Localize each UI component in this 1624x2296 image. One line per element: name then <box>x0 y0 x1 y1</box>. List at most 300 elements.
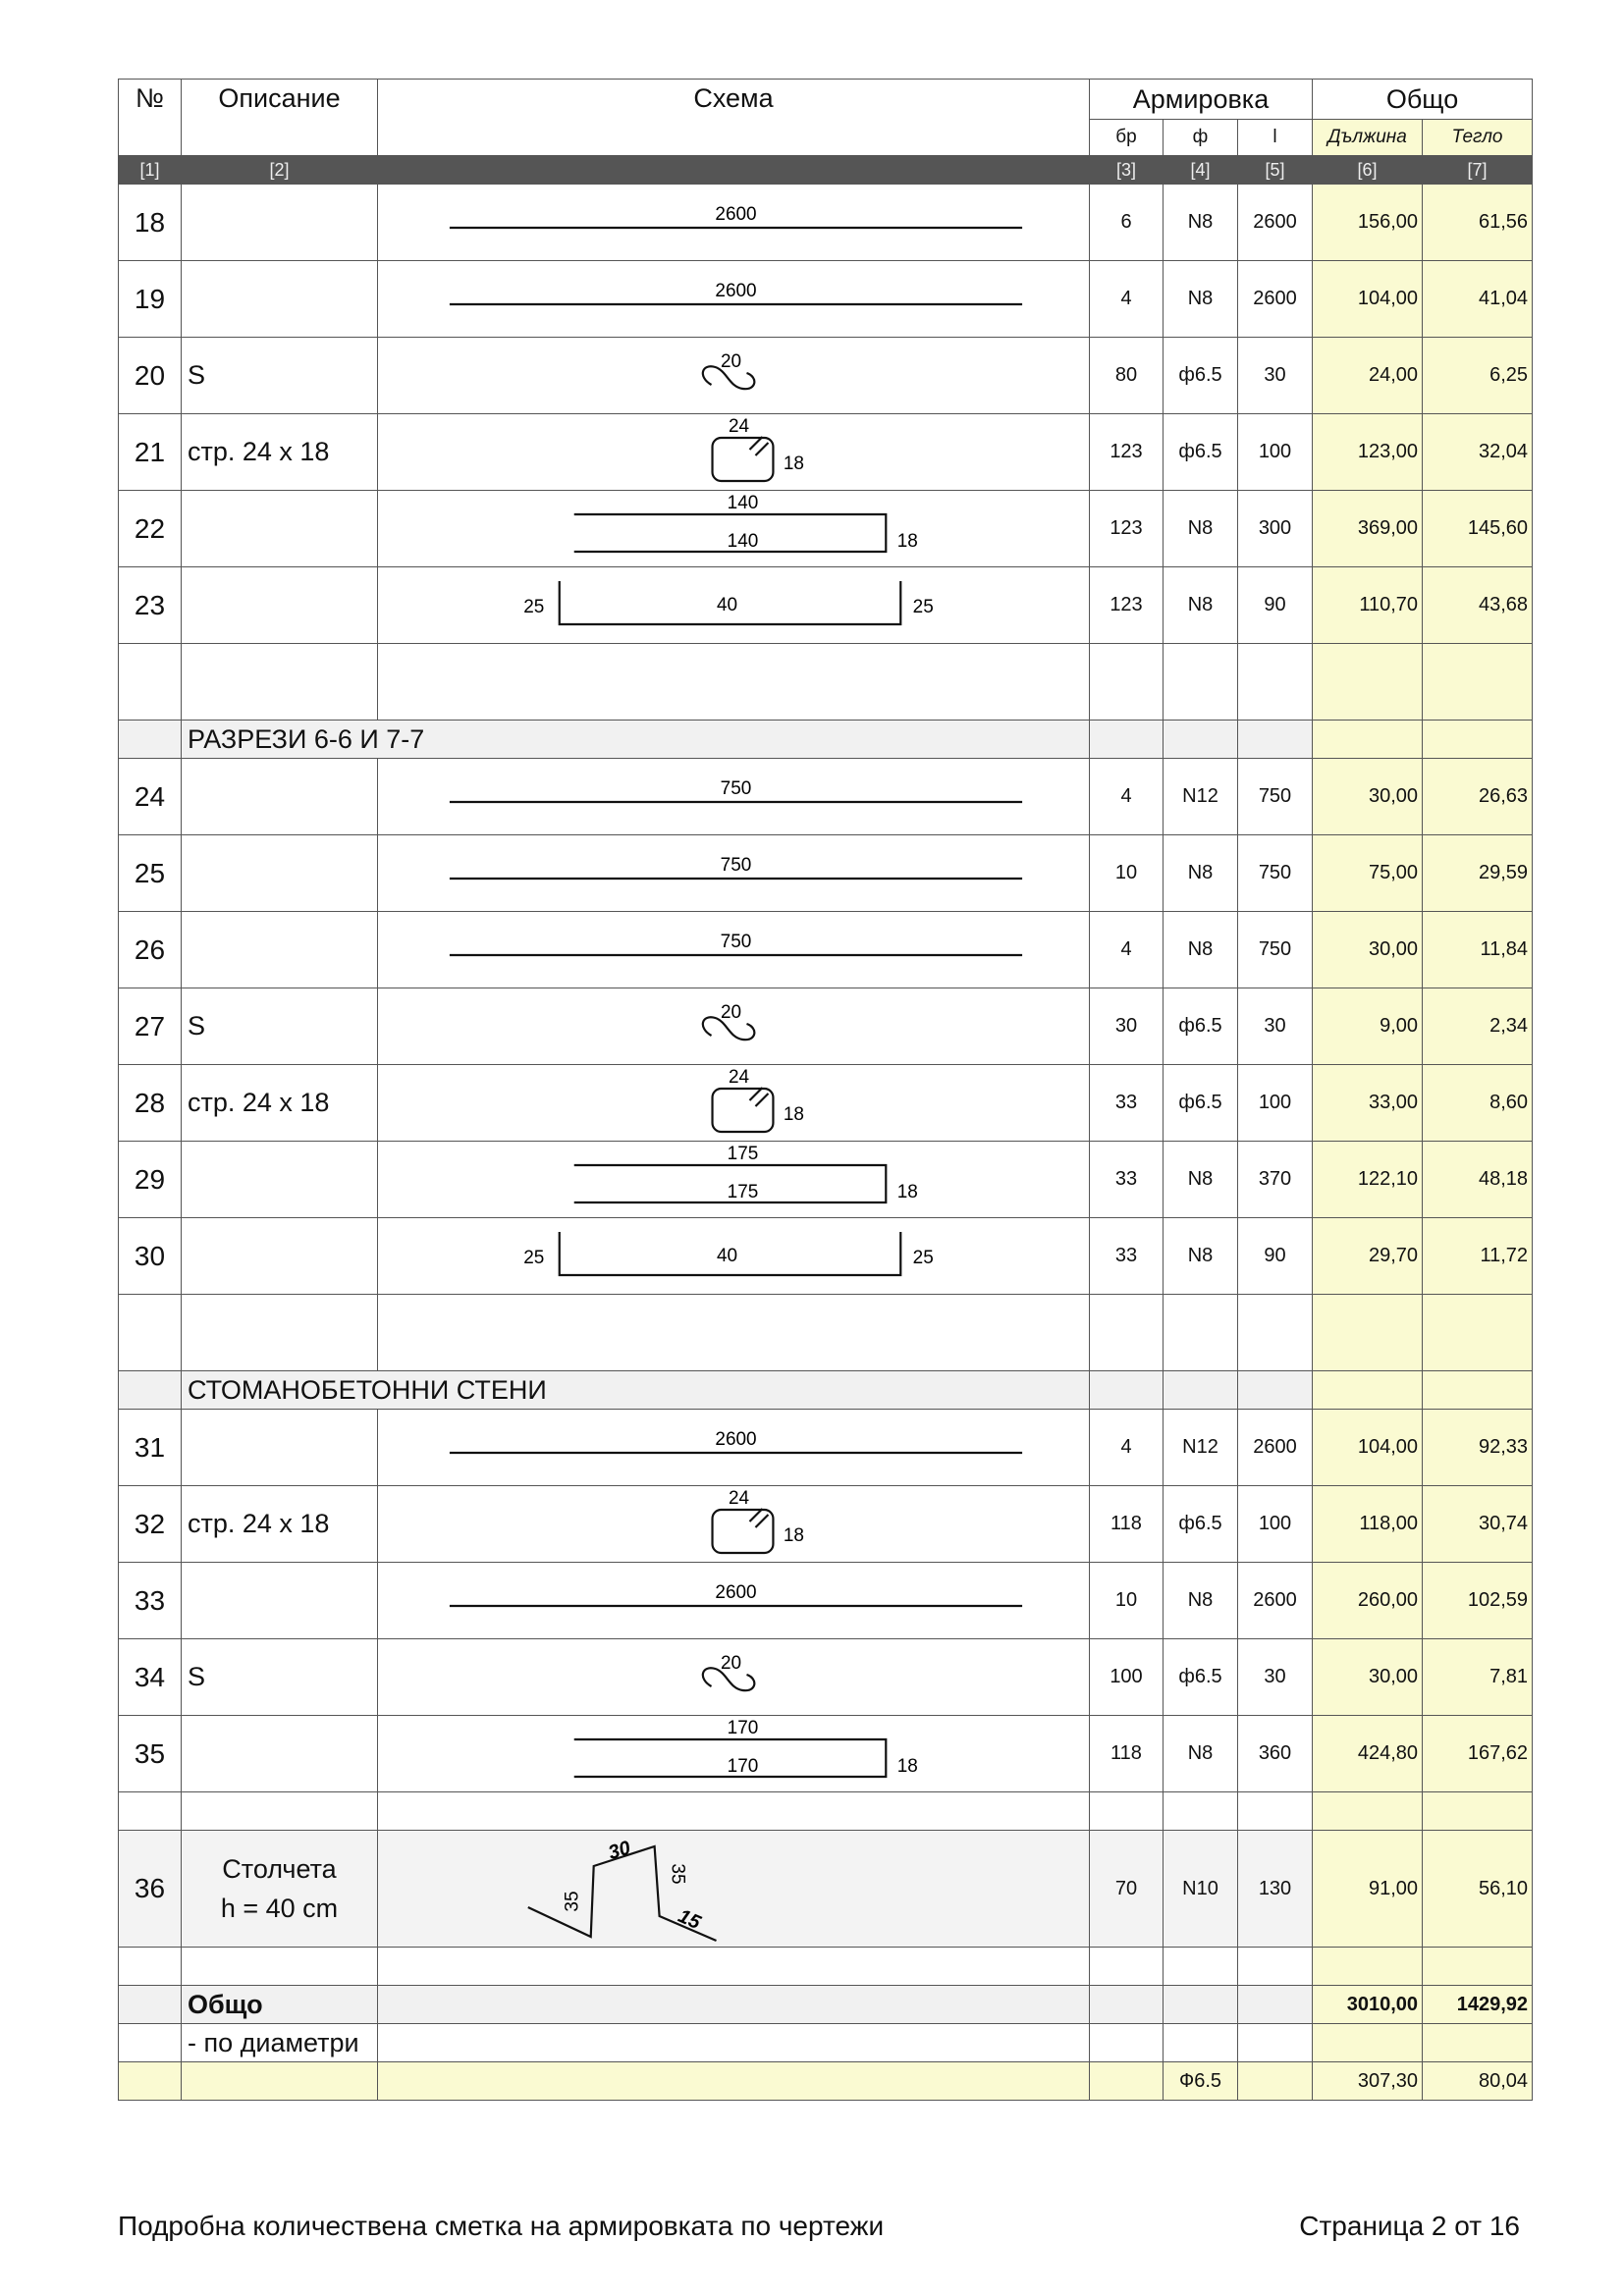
bar-length: 100 <box>1238 1065 1313 1142</box>
section-title: РАЗРЕЗИ 6-6 И 7-7 <box>182 721 1090 759</box>
empty-cell <box>1164 1371 1238 1410</box>
weight: 8,60 <box>1423 1065 1533 1142</box>
total-length: 30,00 <box>1313 912 1423 988</box>
diameter: ф6.5 <box>1164 988 1238 1065</box>
count: 4 <box>1090 759 1164 835</box>
weight: 11,72 <box>1423 1218 1533 1295</box>
total-length: 260,00 <box>1313 1563 1423 1639</box>
count: 33 <box>1090 1142 1164 1218</box>
diameter: ф6.5 <box>1164 1065 1238 1142</box>
scheme-drawing <box>378 988 1090 1065</box>
empty-cell <box>1423 1948 1533 1986</box>
header-diameter: ф <box>1164 120 1238 156</box>
empty-cell <box>1090 1295 1164 1371</box>
count: 100 <box>1090 1639 1164 1716</box>
scheme-svg <box>378 759 1089 834</box>
total-length: 91,00 <box>1313 1831 1423 1948</box>
table-row <box>119 185 1533 261</box>
scheme-drawing <box>378 1410 1090 1486</box>
description <box>182 912 378 988</box>
diameter-value: Ф6.5 <box>1164 2062 1238 2101</box>
bar-length: 130 <box>1238 1831 1313 1948</box>
dimension-label: 2600 <box>715 203 757 226</box>
description <box>182 1563 378 1639</box>
total-length: 75,00 <box>1313 835 1423 912</box>
diameter-length: 307,30 <box>1313 2062 1423 2101</box>
empty-cell <box>119 1948 182 1986</box>
scheme-drawing <box>378 261 1090 338</box>
bar-length: 2600 <box>1238 185 1313 261</box>
total-length: 9,00 <box>1313 988 1423 1065</box>
header-length-total: Дължина <box>1313 120 1423 156</box>
empty-cell <box>1313 644 1423 721</box>
count: 70 <box>1090 1831 1164 1948</box>
description-line: h = 40 cm <box>220 1894 339 1923</box>
empty-cell <box>182 1948 378 1986</box>
scheme-svg <box>378 988 1089 1064</box>
diameter-subtotal-row <box>119 2062 1533 2101</box>
total-length: 33,00 <box>1313 1065 1423 1142</box>
table-row <box>119 1563 1533 1639</box>
empty-cell <box>119 1986 182 2024</box>
dimension-label: 170 <box>727 1717 759 1739</box>
empty-cell <box>182 644 378 721</box>
position-number: 26 <box>119 912 182 988</box>
count: 10 <box>1090 1563 1164 1639</box>
empty-cell <box>1313 1295 1423 1371</box>
weight: 32,04 <box>1423 414 1533 491</box>
empty-cell <box>378 2062 1090 2101</box>
dimension-label: 20 <box>720 1652 742 1675</box>
dimension-label: 18 <box>783 453 804 475</box>
scheme-drawing <box>378 1639 1090 1716</box>
diameter: N12 <box>1164 759 1238 835</box>
diameter: N8 <box>1164 1716 1238 1792</box>
description: стр. 24 x 18 <box>182 414 378 491</box>
dimension-label: 30 <box>606 1837 633 1865</box>
description-line: Столчета <box>222 1854 337 1884</box>
count: 123 <box>1090 414 1164 491</box>
count: 4 <box>1090 1410 1164 1486</box>
position-number: 32 <box>119 1486 182 1563</box>
description <box>182 835 378 912</box>
empty-cell <box>1238 644 1313 721</box>
position-number: 19 <box>119 261 182 338</box>
diameter: N8 <box>1164 835 1238 912</box>
header-no: № <box>119 80 182 156</box>
empty-cell <box>119 644 182 721</box>
diameter: N12 <box>1164 1410 1238 1486</box>
empty-cell <box>1313 721 1423 759</box>
scheme-svg <box>378 1142 1089 1217</box>
empty-cell <box>1238 1295 1313 1371</box>
bar-length: 30 <box>1238 988 1313 1065</box>
footer-document-title: Подробна количествена сметка на армировката по чертежи <box>118 2211 885 2241</box>
bar-length: 2600 <box>1238 1410 1313 1486</box>
position-number: 31 <box>119 1410 182 1486</box>
weight: 61,56 <box>1423 185 1533 261</box>
empty-cell <box>119 2062 182 2101</box>
empty-cell <box>1164 721 1238 759</box>
weight: 29,59 <box>1423 835 1533 912</box>
header-description: Описание <box>182 80 378 156</box>
scheme-svg <box>378 1639 1089 1715</box>
empty-cell <box>1313 1792 1423 1831</box>
dimension-label: 18 <box>896 1181 918 1203</box>
footer-page-number: Страница 2 от 16 <box>1299 2211 1520 2241</box>
empty-cell <box>378 1792 1090 1831</box>
empty-cell <box>378 1986 1090 2024</box>
empty-cell <box>1238 2062 1313 2101</box>
scheme-drawing <box>378 1218 1090 1295</box>
bar-length: 750 <box>1238 912 1313 988</box>
scheme-drawing <box>378 912 1090 988</box>
count: 33 <box>1090 1218 1164 1295</box>
count: 123 <box>1090 567 1164 644</box>
empty-cell <box>1238 2024 1313 2062</box>
table-row <box>119 338 1533 414</box>
bar-length: 360 <box>1238 1716 1313 1792</box>
stirrup-shape <box>713 1089 774 1132</box>
scheme-drawing <box>378 1065 1090 1142</box>
scheme-svg <box>378 185 1089 260</box>
empty-cell <box>1423 2024 1533 2062</box>
position-number: 30 <box>119 1218 182 1295</box>
table-row <box>119 835 1533 912</box>
table-row <box>119 491 1533 567</box>
empty-cell <box>1090 721 1164 759</box>
total-length: 122,10 <box>1313 1142 1423 1218</box>
empty-cell <box>1423 1371 1533 1410</box>
empty-cell <box>1090 1986 1164 2024</box>
empty-cell <box>1238 1948 1313 1986</box>
count: 33 <box>1090 1065 1164 1142</box>
table-row <box>119 414 1533 491</box>
position-number: 21 <box>119 414 182 491</box>
count: 6 <box>1090 185 1164 261</box>
description <box>182 185 378 261</box>
position-number: 36 <box>119 1831 182 1948</box>
count: 4 <box>1090 261 1164 338</box>
position-number: 18 <box>119 185 182 261</box>
table-row <box>119 1065 1533 1142</box>
empty-cell <box>1238 1792 1313 1831</box>
bar-length: 30 <box>1238 338 1313 414</box>
dimension-label: 24 <box>728 1487 750 1510</box>
diameter: N10 <box>1164 1831 1238 1948</box>
bar-length: 2600 <box>1238 1563 1313 1639</box>
scheme-drawing <box>378 1486 1090 1563</box>
scheme-drawing <box>378 414 1090 491</box>
column-number: [6] <box>1313 156 1423 185</box>
total-length: 3010,00 <box>1313 1986 1423 2024</box>
diameter: ф6.5 <box>1164 1639 1238 1716</box>
description <box>182 1142 378 1218</box>
scheme-drawing <box>378 1142 1090 1218</box>
empty-cell <box>1313 2024 1423 2062</box>
total-length: 30,00 <box>1313 759 1423 835</box>
total-length: 30,00 <box>1313 1639 1423 1716</box>
column-number: [7] <box>1423 156 1533 185</box>
description <box>182 759 378 835</box>
empty-cell <box>1313 1371 1423 1410</box>
total-length: 29,70 <box>1313 1218 1423 1295</box>
total-length: 104,00 <box>1313 1410 1423 1486</box>
stirrup-shape <box>713 438 774 481</box>
diameter: N8 <box>1164 1218 1238 1295</box>
weight: 56,10 <box>1423 1831 1533 1948</box>
empty-cell <box>182 2062 378 2101</box>
scheme-drawing <box>378 759 1090 835</box>
empty-cell <box>119 2024 182 2062</box>
bar-length: 370 <box>1238 1142 1313 1218</box>
diameter: ф6.5 <box>1164 414 1238 491</box>
dimension-label: 140 <box>727 492 759 514</box>
position-number: 22 <box>119 491 182 567</box>
empty-row <box>119 1792 1533 1831</box>
diameter: N8 <box>1164 567 1238 644</box>
table-row <box>119 988 1533 1065</box>
header-weight: Тегло <box>1423 120 1533 156</box>
empty-cell <box>1238 1371 1313 1410</box>
weight: 11,84 <box>1423 912 1533 988</box>
dimension-label: 25 <box>523 1247 545 1269</box>
total-length: 424,80 <box>1313 1716 1423 1792</box>
empty-cell <box>378 1295 1090 1371</box>
table-row <box>119 1486 1533 1563</box>
position-number: 25 <box>119 835 182 912</box>
position-number: 23 <box>119 567 182 644</box>
header-count: бр <box>1090 120 1164 156</box>
scheme-drawing <box>378 1831 1090 1948</box>
scheme-svg <box>378 1410 1089 1485</box>
dimension-label: 175 <box>727 1181 759 1203</box>
empty-cell <box>1423 1792 1533 1831</box>
scheme-drawing <box>378 491 1090 567</box>
description: S <box>182 1639 378 1716</box>
weight: 92,33 <box>1423 1410 1533 1486</box>
empty-cell <box>1164 1948 1238 1986</box>
bar-length: 300 <box>1238 491 1313 567</box>
dimension-label: 25 <box>523 596 545 618</box>
scheme-svg <box>378 835 1089 911</box>
empty-cell <box>1423 1295 1533 1371</box>
by-diameter-label: - по диаметри <box>182 2024 378 2062</box>
position-number: 29 <box>119 1142 182 1218</box>
scheme-svg <box>378 1065 1089 1141</box>
diameter: N8 <box>1164 491 1238 567</box>
dimension-label: 18 <box>896 530 918 553</box>
table-row <box>119 759 1533 835</box>
empty-cell <box>1090 1371 1164 1410</box>
dimension-label: 24 <box>728 415 750 438</box>
column-number: [1] <box>119 156 182 185</box>
stirrup-hook <box>755 443 768 455</box>
dimension-label: 175 <box>727 1143 759 1165</box>
column-number: [4] <box>1164 156 1238 185</box>
diameter: N8 <box>1164 1563 1238 1639</box>
total-length: 104,00 <box>1313 261 1423 338</box>
scheme-drawing <box>378 1563 1090 1639</box>
empty-row <box>119 644 1533 721</box>
scheme-svg <box>378 338 1089 413</box>
header-length-l: l <box>1238 120 1313 156</box>
empty-cell <box>378 644 1090 721</box>
stirrup-hook <box>755 1515 768 1527</box>
empty-cell <box>119 721 182 759</box>
empty-cell <box>1164 1986 1238 2024</box>
scheme-svg <box>378 1563 1089 1638</box>
description <box>182 567 378 644</box>
description <box>182 491 378 567</box>
count: 118 <box>1090 1486 1164 1563</box>
scheme-svg <box>378 414 1089 490</box>
bar-length: 100 <box>1238 414 1313 491</box>
description <box>182 1410 378 1486</box>
position-number: 35 <box>119 1716 182 1792</box>
column-number: [3] <box>1090 156 1164 185</box>
dimension-label: 20 <box>720 350 742 373</box>
scheme-drawing <box>378 338 1090 414</box>
weight: 48,18 <box>1423 1142 1533 1218</box>
empty-cell <box>1164 1792 1238 1831</box>
bar-length: 90 <box>1238 567 1313 644</box>
count: 30 <box>1090 988 1164 1065</box>
empty-cell <box>182 1792 378 1831</box>
weight: 2,34 <box>1423 988 1533 1065</box>
scheme-svg <box>378 261 1089 337</box>
column-number: [2] <box>182 156 378 185</box>
total-length: 369,00 <box>1313 491 1423 567</box>
scheme-drawing <box>378 835 1090 912</box>
count: 118 <box>1090 1716 1164 1792</box>
description: стр. 24 x 18 <box>182 1065 378 1142</box>
diameter-weight: 80,04 <box>1423 2062 1533 2101</box>
stirrup-hook <box>755 1094 768 1106</box>
total-row <box>119 1986 1533 2024</box>
empty-cell <box>1090 644 1164 721</box>
table-row <box>119 261 1533 338</box>
table-row <box>119 1142 1533 1218</box>
empty-cell <box>378 2024 1090 2062</box>
scheme-drawing <box>378 185 1090 261</box>
weight: 7,81 <box>1423 1639 1533 1716</box>
description <box>182 1716 378 1792</box>
dimension-label: 750 <box>720 777 752 800</box>
bar-length: 30 <box>1238 1639 1313 1716</box>
total-length: 110,70 <box>1313 567 1423 644</box>
count: 10 <box>1090 835 1164 912</box>
position-number: 20 <box>119 338 182 414</box>
weight: 145,60 <box>1423 491 1533 567</box>
diameter: N8 <box>1164 1142 1238 1218</box>
scheme-svg <box>378 1716 1089 1791</box>
scheme-svg <box>378 1831 1089 1947</box>
bar-length: 750 <box>1238 759 1313 835</box>
dimension-label: 15 <box>675 1904 704 1935</box>
total-length: 118,00 <box>1313 1486 1423 1563</box>
description <box>182 1218 378 1295</box>
diameter: N8 <box>1164 912 1238 988</box>
reinforcement-schedule-table <box>118 79 1533 2101</box>
column-number-row <box>119 156 1533 185</box>
total-length: 123,00 <box>1313 414 1423 491</box>
dimension-label: 18 <box>783 1103 804 1126</box>
scheme-svg <box>378 1486 1089 1562</box>
empty-cell <box>1090 1948 1164 1986</box>
section-title: СТОМАНОБЕТОННИ СТЕНИ <box>182 1371 1090 1410</box>
dimension-label: 40 <box>716 594 738 616</box>
description: S <box>182 338 378 414</box>
scheme-svg <box>378 912 1089 988</box>
dimension-label: 35 <box>667 1863 688 1885</box>
empty-cell <box>119 1371 182 1410</box>
bar-length: 100 <box>1238 1486 1313 1563</box>
bar-length: 750 <box>1238 835 1313 912</box>
dimension-label: 24 <box>728 1066 750 1089</box>
table-row <box>119 567 1533 644</box>
count: 123 <box>1090 491 1164 567</box>
position-number: 33 <box>119 1563 182 1639</box>
count: 80 <box>1090 338 1164 414</box>
total-label: Общо <box>182 1986 378 2024</box>
empty-cell <box>1313 1948 1423 1986</box>
column-number: [5] <box>1238 156 1313 185</box>
table-row <box>119 1410 1533 1486</box>
empty-cell <box>1238 1986 1313 2024</box>
description: стр. 24 x 18 <box>182 1486 378 1563</box>
weight: 26,63 <box>1423 759 1533 835</box>
empty-cell <box>182 1295 378 1371</box>
scheme-drawing <box>378 1716 1090 1792</box>
dimension-label: 170 <box>727 1755 759 1778</box>
header-scheme: Схема <box>378 80 1090 156</box>
dimension-label: 2600 <box>715 280 757 302</box>
dimension-label: 18 <box>783 1524 804 1547</box>
weight: 102,59 <box>1423 1563 1533 1639</box>
dimension-label: 25 <box>912 1247 934 1269</box>
empty-cell <box>1090 2062 1164 2101</box>
table-row <box>119 1716 1533 1792</box>
dimension-label: 18 <box>896 1755 918 1778</box>
empty-cell <box>1164 1295 1238 1371</box>
dimension-label: 750 <box>720 854 752 877</box>
empty-cell <box>1090 2024 1164 2062</box>
dimension-label: 750 <box>720 931 752 953</box>
section-row <box>119 1371 1533 1410</box>
diameter: N8 <box>1164 185 1238 261</box>
empty-cell <box>378 1948 1090 1986</box>
empty-cell <box>1423 644 1533 721</box>
empty-cell <box>119 1295 182 1371</box>
description: S <box>182 988 378 1065</box>
weight: 30,74 <box>1423 1486 1533 1563</box>
weight: 43,68 <box>1423 567 1533 644</box>
description <box>182 1831 378 1948</box>
stirrup-shape <box>713 1510 774 1553</box>
table-row <box>119 1831 1533 1948</box>
empty-cell <box>1423 721 1533 759</box>
diameter: ф6.5 <box>1164 338 1238 414</box>
empty-cell <box>119 1792 182 1831</box>
dimension-label: 2600 <box>715 1428 757 1451</box>
position-number: 34 <box>119 1639 182 1716</box>
total-weight: 1429,92 <box>1423 1986 1533 2024</box>
section-row <box>119 721 1533 759</box>
bar-length: 2600 <box>1238 261 1313 338</box>
diameter: N8 <box>1164 261 1238 338</box>
by-diameter-row <box>119 2024 1533 2062</box>
